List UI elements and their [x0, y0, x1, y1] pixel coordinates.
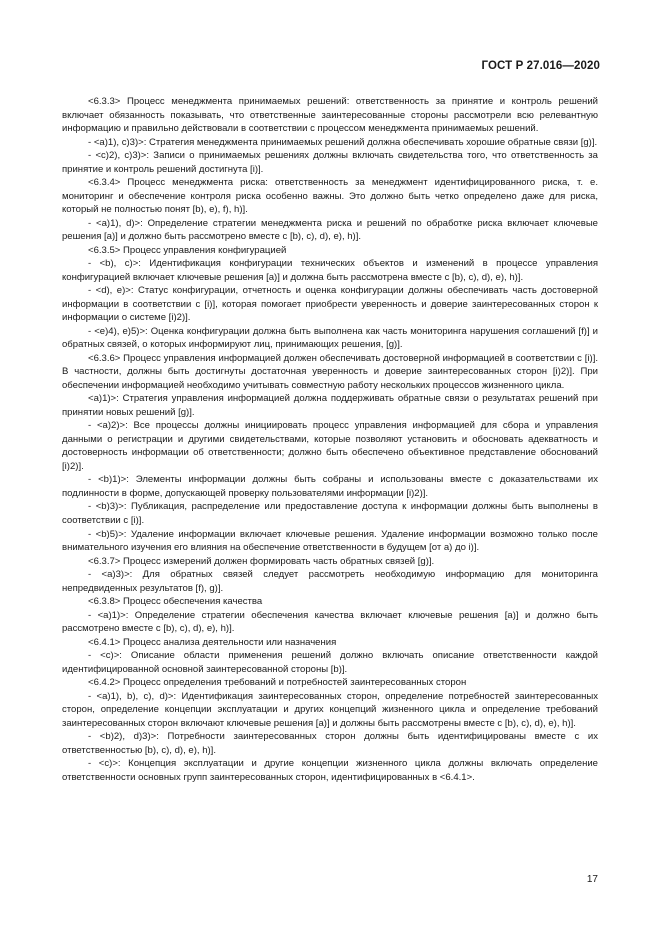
paragraph: - <b)1)>: Элементы информации должны быть собраны и использованы вместе с доказательствами их подлинности в форме, допускающей проверку пользователями информации [i)2)]. — [62, 474, 598, 499]
paragraph: <6.4.2> Процесс определения требований и потребностей заинтересованных сторон — [88, 677, 467, 689]
paragraph: <6.3.3> Процесс менеджмента принимаемых решений: ответственность за принятие и контроль решений включает обязанность показывать, что ответственные заинтересованные стороны рассмотрели всю релевантную информацию и правильно действовали в соответствии с процессом менеджмента принимаемых решений. — [62, 96, 598, 135]
paragraph: <6.4.1> Процесс анализа деятельности или назначения — [88, 636, 337, 648]
paragraph: <6.3.8> Процесс обеспечения качества — [88, 596, 263, 608]
paragraph: - <a)3)>: Для обратных связей следует рассмотреть необходимую информацию для мониторинга непредвиденных результатов [f), g)]. — [62, 569, 598, 594]
paragraph: <6.3.5> Процесс управления конфигурацией — [88, 244, 287, 256]
paragraph: - <b), c)>: Идентификация конфигурации технических объектов и изменений в процессе управления конфигурацией включает ключевые решения [a)] и должна быть рассмотрена вместе с [b), c), d), e), h)]. — [62, 258, 598, 283]
paragraph: - <a)1), c)3)>: Стратегия менеджмента принимаемых решений должна обеспечивать хорошие обратные связи [g)]. — [88, 136, 598, 148]
paragraph: - <a)1), b), c), d)>: Идентификация заинтересованных сторон, определение потребностей заинтересованных сторон, определение концепции эксплуатации и других концепций жизненного цикла и определение требований заинтересованных сторон включают ключевые решения [a)] и должны быть рассмотрены вместе с [b), c), d), e), h)]. — [62, 690, 598, 729]
paragraph: <a)1)>: Стратегия управления информацией должна поддерживать обратные связи о результатах решений при принятии новых решений [g)]. — [62, 393, 598, 418]
paragraph: - <c)2), c)3)>: Записи о принимаемых решениях должны включать свидетельства того, что ответственность за принятие и контроль решений достигнута [i)]. — [62, 150, 598, 175]
paragraph: - <c)>: Концепция эксплуатации и другие концепции жизненного цикла должны включать определение ответственности основных групп заинтересованных сторон, идентифицированных в <6.4.1>. — [62, 758, 598, 783]
page-number: 17 — [586, 874, 598, 885]
paragraph: - <b)5)>: Удаление информации включает ключевые решения. Удаление информации возможно только после внимательного изучения его влияния на обеспечение ответственности в будущем [от a) до i)]. — [62, 528, 598, 554]
paragraph: <6.3.4> Процесс менеджмента риска: ответственность за менеджмент идентифицированного риска, т. е. мониторинг и обеспечение контроля риска особенно важны. Это должно быть четко определено даже для риска, который не полностью понят [b), e), f), h)]. — [62, 177, 598, 216]
paragraph: - <d), e)>: Статус конфигурации, отчетность и оценка конфигурации должны обеспечивать часть достоверной информации в соответствии с [i)], которая помогает приобрести уверенность и доверие заинтересованных сторон к информации о системе [i)2)]. — [62, 285, 598, 324]
paragraph: - <b)2), d)3)>: Потребности заинтересованных сторон должны быть идентифицированы вместе с их ответственностью [b), c), d), e), h)]. — [62, 731, 598, 756]
main-text — [62, 95, 598, 784]
paragraph: - <c)>: Описание области применения решений должно включать описание ответственности каждой идентифицированной основной заинтересованной стороны [b)]. — [62, 650, 598, 675]
document-header: ГОСТ Р 27.016—2020 — [481, 60, 600, 72]
paragraph: <6.3.6> Процесс управления информацией должен обеспечивать достоверной информацией в соответствии с [i)]. В частности, должны быть достигнуты достаточная уверенность и доверие заинтересованных сторон [i)2)]. При обеспечении информацией необходимо учитывать совместную работу нескольких процессов жизненного цикла. — [62, 352, 598, 391]
paragraph: - <b)3)>: Публикация, распределение или предоставление доступа к информации должны быть выполнены в соответствии с [i)]. — [62, 501, 598, 526]
paragraph: - <a)2)>: Все процессы должны инициировать процесс управления информацией для сбора и управления данными о регистрации и другими свидетельствами, которые позволяют установить и обосновать адекватность и достоверность информации об ответственности; должно быть обеспечено объективное представление обоснований [i)2)]. — [62, 420, 598, 472]
paragraph: - <e)4), e)5)>: Оценка конфигурации должна быть выполнена как часть мониторинга нарушения соглашений [f)] и обратных связей, о которых информируют лиц, принимающих решения, [g)]. — [62, 325, 598, 351]
paragraph: - <a)1)>: Определение стратегии обеспечения качества включает ключевые решения [a)] и должно быть рассмотрено вместе с [b), c), d), e), h)]. — [62, 609, 598, 635]
paragraph: <6.3.7> Процесс измерений должен формировать часть обратных связей [g)]. — [88, 555, 435, 567]
paragraph: - <a)1), d)>: Определение стратегии менеджмента риска и решений по обработке риска включает ключевые решения [a)] и должно быть рассмотрено вместе с [b), c), d), e), h)]. — [62, 217, 598, 243]
